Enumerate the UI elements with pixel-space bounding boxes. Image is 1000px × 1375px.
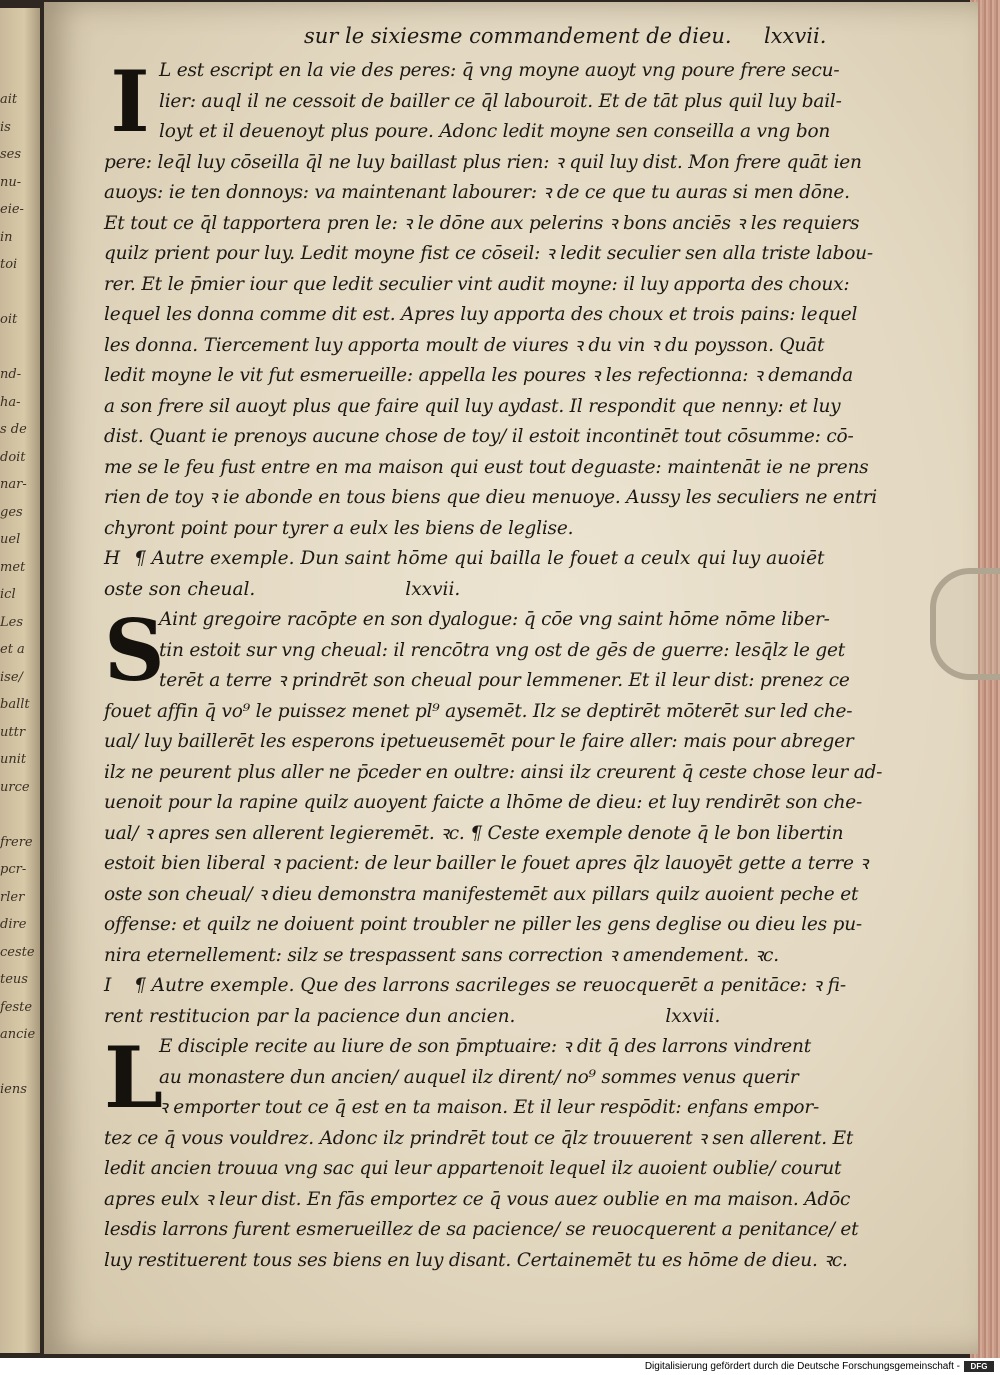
heading-text: ¶ Autre exemple. Dun saint hōme qui bailla le fouet a ceulx qui luy auoiēt	[134, 548, 825, 569]
text-line: luy restituerent tous ses biens en luy disant. Certainemēt tu es hōme de dieu. ꝛc.	[104, 1249, 848, 1271]
decorated-initial: I	[110, 52, 150, 151]
paragraph	[104, 52, 877, 544]
text-line: nira eternellement: silz se trespassent sans correction ꝛ amendement. ꝛc.	[104, 944, 779, 966]
text-line: a son frere sil auoyt plus que faire quil luy aydast. Il respondit que nenny: et luy	[104, 395, 841, 417]
margin-fragment: uel	[0, 532, 21, 547]
margin-fragment: frere	[0, 834, 33, 850]
text-line: les donna. Tiercement luy apporta moult de viures ꝛ du vin ꝛ du poysson. Quāt	[104, 334, 825, 356]
text-line: Aint gregoire racōpte en son dyalogue: q̄ cōe vng saint hōme nōme liber-	[159, 609, 830, 630]
margin-fragment: ha-	[0, 394, 21, 410]
margin-fragment: oit	[0, 312, 18, 327]
margin-fragment: doit	[0, 449, 26, 465]
margin-fragment: nu-	[0, 174, 22, 190]
heading-folio: lxxvii.	[665, 1005, 721, 1027]
section-heading-cont	[104, 1002, 874, 1033]
margin-fragment: icl	[0, 587, 16, 602]
text-line: loyt et il deuenoyt plus poure. Adonc ledit moyne sen conseilla a vng bon	[159, 121, 831, 142]
margin-fragment: ceste	[0, 944, 35, 960]
book-clasp	[930, 568, 1000, 680]
margin-fragment	[0, 334, 40, 362]
margin-fragment: ses	[0, 147, 22, 162]
text-line: Et tout ce q̄l tapportera pren le: ꝛ le dōne aux pelerins ꝛ bons anciēs ꝛ les requiers	[104, 212, 860, 234]
facing-page	[0, 8, 40, 1353]
folio: lxxvii.	[764, 24, 827, 48]
text-line: lesdis larrons furent esmerueillez de sa pacience/ se reuocquerent a penitance/ et	[104, 1219, 859, 1240]
section-heading-cont	[104, 575, 874, 606]
text-line: uenoit pour la rapine quilz auoyent faicte a lhōme de dieu: et luy rendirēt son che-	[104, 792, 863, 813]
text-line: auoys: ie ten donnoys: va maintenant labourer: ꝛ de ce que tu auras si men dōne.	[104, 182, 850, 203]
margin-fragment: is	[0, 119, 11, 135]
margin-fragment: unit	[0, 752, 27, 767]
text-line: oste son cheual/ ꝛ dieu demonstra manifestemēt aux pillars quilz auoient peche et	[104, 883, 859, 905]
funding-credit: Digitalisierung gefördert durch die Deutsche Forschungsgemeinschaft -	[644, 1361, 960, 1372]
margin-fragment: ise/	[0, 669, 23, 685]
text-line: ledit ancien trouua vng sac qui leur appartenoit lequel ilz auoient oublie/ courut	[104, 1158, 842, 1179]
margin-fragment: uttr	[0, 724, 26, 740]
text-line: ꝛ emporter tout ce q̄ est en ta maison. Et il leur respōdit: enfans empor-	[159, 1097, 820, 1118]
page	[44, 2, 978, 1354]
text-line: E disciple recite au liure de son p̄mptuaire: ꝛ dit q̄ des larrons vindrent	[159, 1036, 811, 1057]
margin-fragment: urce	[0, 779, 30, 795]
footer-bar	[0, 1358, 1000, 1375]
margin-fragment: iens	[0, 1082, 27, 1097]
section-heading	[104, 544, 874, 575]
margin-fragment: ait	[0, 92, 18, 107]
margin-fragment: dire	[0, 917, 27, 932]
section-1	[104, 52, 877, 544]
text-line: estoit bien liberal ꝛ pacient: de leur bailler le fouet apres q̄lz lauoyēt gette a terre ꝛ	[104, 853, 869, 874]
text-line: pere: leq̄l luy cōseilla q̄l ne luy baillast plus rien: ꝛ quil luy dist. Mon frere quāt ien	[104, 151, 862, 173]
text-line: terēt a terre ꝛ prindrēt son cheual pour lemmener. Et il leur dist: prenez ce	[159, 670, 850, 691]
signature-mark: H	[104, 548, 121, 569]
text-line: fouet affin q̄ vo⁹ le puissez menet pl⁹ aysemēt. Ilz se deptirēt mōterēt sur led che-	[104, 700, 853, 722]
text-line: ual/ ꝛ apres sen allerent legieremēt. ꝛc. ¶ Ceste exemple denote q̄ le bon libertin	[104, 822, 844, 844]
margin-fragment: ges	[0, 504, 23, 520]
margin-fragment: pcr-	[0, 862, 27, 877]
margin-fragment: met	[0, 559, 26, 575]
text-line: me se le feu fust entre en ma maison qui eust tout deguaste: maintenāt ie ne prens	[104, 456, 869, 478]
text-line: ual/ luy baillerēt les esperons ipetueusemēt pour le faire aller: mais pour abreger	[104, 731, 854, 752]
running-head	[104, 16, 874, 56]
heading-text: rent restitucion par la pacience dun ancien.	[104, 1005, 516, 1027]
heading-text: ¶ Autre exemple. Que des larrons sacrileges se reuocquerēt a penitāce: ꝛ fi-	[134, 975, 847, 996]
text-line: quilz prient pour luy. Ledit moyne fist ce cōseil: ꝛ ledit seculier sen alla triste labou-	[104, 243, 873, 264]
margin-fragment: in	[0, 229, 13, 245]
text-line: rer. Et le p̄mier iour que ledit seculier vint audit moyne: il luy apporta des choux:	[104, 273, 850, 295]
heading-folio: lxxvii.	[405, 578, 461, 600]
text-line: offense: et quilz ne doiuent point troubler ne piller les gens deglise ou dieu les pu-	[104, 914, 862, 935]
paragraph	[104, 1028, 874, 1276]
text-block	[104, 16, 883, 1276]
running-title: sur le sixiesme commandement de dieu.	[304, 24, 732, 48]
margin-fragment: feste	[0, 999, 33, 1015]
margin-fragment: rler	[0, 889, 25, 905]
text-line: au monastere dun ancien/ auquel ilz dirent/ no⁹ sommes venus querir	[159, 1066, 799, 1088]
decorated-initial: L	[104, 1028, 164, 1127]
margin-fragment	[0, 801, 40, 829]
text-line: chyront point pour tyrer a eulx les biens de leglise.	[104, 517, 574, 539]
margin-fragment: nar-	[0, 477, 27, 492]
facing-page-text	[0, 8, 40, 1104]
section-heading	[104, 971, 874, 1002]
text-line: rien de toy ꝛ ie abonde en tous biens que dieu menuoye. Aussy les seculiers ne entri	[104, 487, 877, 508]
dfg-logo: DFG	[964, 1361, 994, 1372]
text-line: ilz ne peurent plus aller ne p̄ceder en oultre: ainsi ilz creurent q̄ ceste chose leur ad-	[104, 761, 883, 783]
margin-fragment: ballt	[0, 697, 30, 712]
text-line: ledit moyne le vit fut esmerueille: appella les poures ꝛ les refectionna: ꝛ demanda	[104, 365, 853, 386]
text-line: lier: auql il ne cessoit de bailler ce q̄l labouroit. Et de tāt plus quil luy bail-	[159, 90, 842, 112]
decorated-initial: S	[104, 601, 165, 700]
margin-fragment: ancie	[0, 1027, 36, 1042]
section-3	[104, 971, 874, 1276]
text-line: apres eulx ꝛ leur dist. En fās emportez ce q̄ vous auez oublie en ma maison. Adōc	[104, 1188, 851, 1210]
margin-fragment: s de	[0, 422, 27, 437]
margin-fragment	[0, 1049, 40, 1077]
margin-fragment	[0, 279, 40, 307]
text-line: tin estoit sur vng cheual: il rencōtra vng ost de gēs de guerre: lesq̄lz le get	[159, 639, 846, 661]
margin-fragment: et a	[0, 642, 25, 657]
text-line: lequel les donna comme dit est. Apres luy apporta des choux et trois pains: lequel	[104, 304, 858, 325]
text-line: dist. Quant ie prenoys aucune chose de toy/ il estoit incontinēt tout cōsumme: cō-	[104, 426, 854, 447]
margin-fragment: Les	[0, 614, 23, 630]
margin-fragment: teus	[0, 972, 28, 987]
paragraph	[104, 601, 883, 971]
text-line: L est escript en la vie des peres: q̄ vng moyne auoyt vng poure frere secu-	[159, 60, 840, 81]
margin-fragment: toi	[0, 257, 18, 272]
text-line: tez ce q̄ vous vouldrez. Adonc ilz prindrēt tout ce q̄lz trouuerent ꝛ sen allerent. Et	[104, 1127, 854, 1149]
section-2	[104, 544, 883, 971]
margin-fragment: eie-	[0, 202, 24, 217]
margin-fragment: nd-	[0, 367, 22, 382]
signature-mark: I	[104, 975, 112, 996]
heading-text: oste son cheual.	[104, 578, 256, 600]
